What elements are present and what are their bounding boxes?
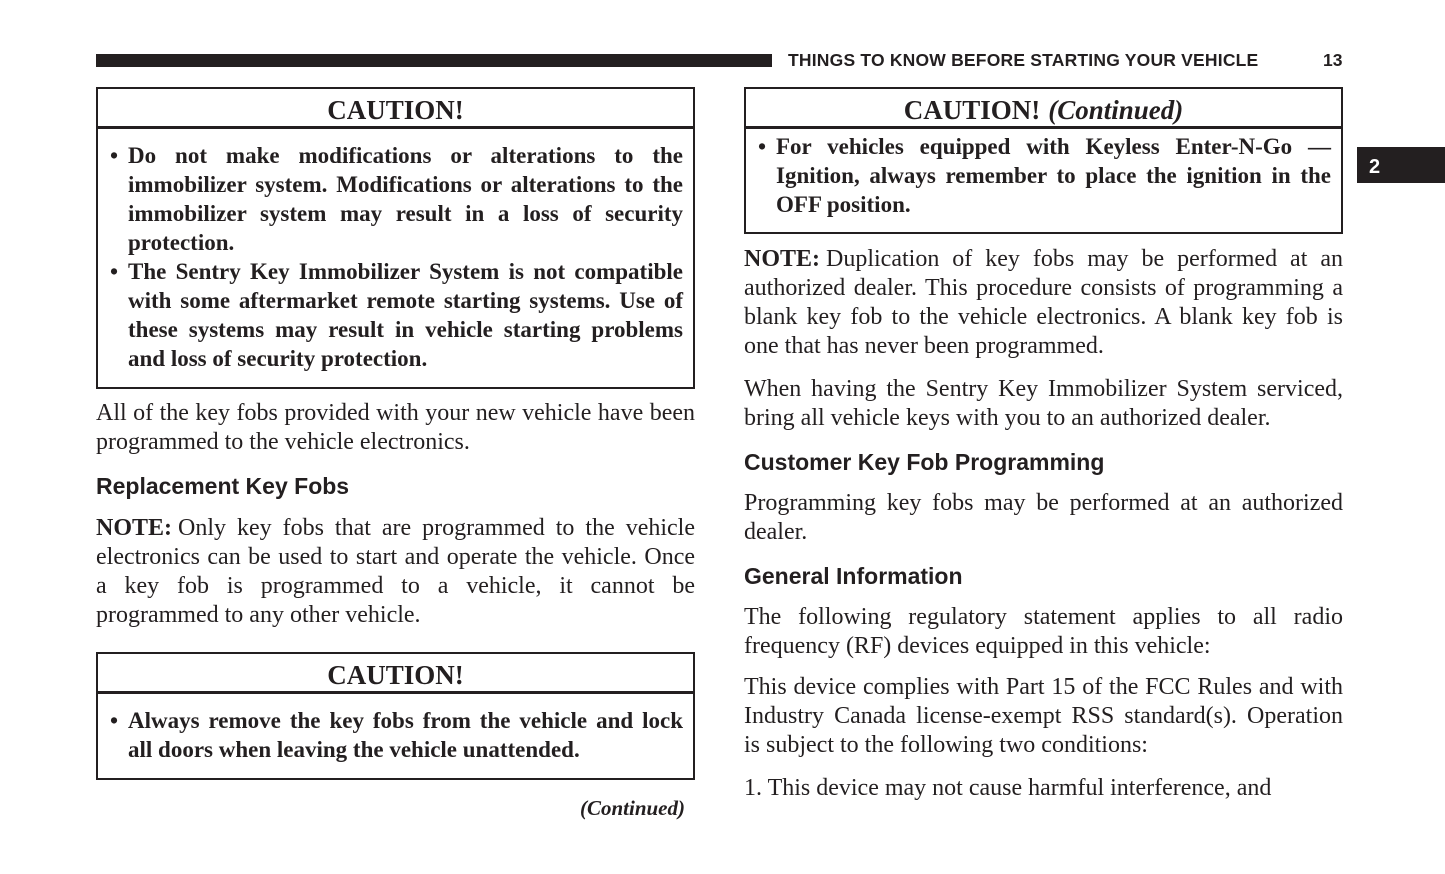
left-column <box>96 87 695 821</box>
chapter-tab-label: 2 <box>1369 156 1381 178</box>
caution-item: • Always remove the key fobs from the vehicle and lock all doors when leaving the vehicle unattended. <box>110 708 683 762</box>
caution-item: • Do not make modifications or alterations to the immobilizer system. Modifications or alterations to the immobilizer system may result in a loss of security protection. <box>110 143 683 255</box>
section-heading-customer-key-fob-programming: Customer Key Fob Programming <box>744 449 1105 475</box>
note-text: Duplication of key fobs may be performed at an authorized dealer. This procedure consists of programming a blank key fob to the vehicle electronics. A blank key fob is one that has never been programmed. <box>744 246 1343 359</box>
page-number: 13 <box>1323 50 1343 70</box>
caution-body <box>98 694 693 772</box>
bullet-icon: • <box>110 143 119 168</box>
caution-continued-label: (Continued) <box>1048 95 1184 125</box>
paragraph-servicing: When having the Sentry Key Immobilizer System serviced, bring all vehicle keys with you to an authorized dealer. <box>744 376 1343 431</box>
continued-marker: (Continued) <box>579 796 685 820</box>
bullet-icon: • <box>110 259 119 284</box>
caution-item: • For vehicles equipped with Keyless Enter-N-Go — Ignition, always remember to place the ignition in the OFF position. <box>758 134 1331 217</box>
caution-title: CAUTION! <box>98 89 693 129</box>
caution-title: CAUTION! <box>98 654 693 694</box>
caution-box-immobilizer <box>96 87 695 389</box>
section-heading-general-information: General Information <box>744 563 963 589</box>
paragraph-regulatory: The following regulatory statement applies to all radio frequency (RF) devices equipped in this vehicle: <box>744 604 1343 659</box>
running-header-title: THINGS TO KNOW BEFORE STARTING YOUR VEHICLE <box>788 50 1259 70</box>
right-column <box>744 87 1343 803</box>
note-label: NOTE: <box>96 515 173 541</box>
note-duplication <box>744 245 1343 361</box>
note-text: Only key fobs that are programmed to the vehicle electronics can be used to start and operate the vehicle. Once a key fob is programmed to a vehicle, it cannot be programmed to any other vehicle. <box>96 515 695 628</box>
paragraph-key-fobs-programmed: All of the key fobs provided with your new vehicle have been programmed to the vehicle electronics. <box>96 400 695 455</box>
note-label: NOTE: <box>744 246 821 272</box>
paragraph-programming: Programming key fobs may be performed at an authorized dealer. <box>744 490 1343 545</box>
note-replacement <box>96 514 695 630</box>
section-heading-replacement-key-fobs: Replacement Key Fobs <box>96 473 350 499</box>
bullet-icon: • <box>110 708 119 733</box>
paragraph-fcc: This device complies with Part 15 of the FCC Rules and with Industry Canada license-exempt RSS standard(s). Operation is subject to the following two conditions: <box>744 674 1343 758</box>
list-item-condition-1: 1. This device may not cause harmful interference, and <box>744 775 1272 801</box>
chapter-tab <box>1357 147 1445 183</box>
header-rule <box>96 54 772 67</box>
caution-body <box>746 129 1341 227</box>
caution-box-unattended <box>96 652 695 780</box>
caution-item: • The Sentry Key Immobilizer System is not compatible with some aftermarket remote starting systems. Use of these systems may result in vehicle starting problems and loss of security protection. <box>110 259 683 371</box>
caution-title-continued: CAUTION! (Continued) <box>746 89 1341 129</box>
caution-box-keyless <box>744 87 1343 234</box>
bullet-icon: • <box>758 134 767 159</box>
caution-body <box>98 129 693 381</box>
